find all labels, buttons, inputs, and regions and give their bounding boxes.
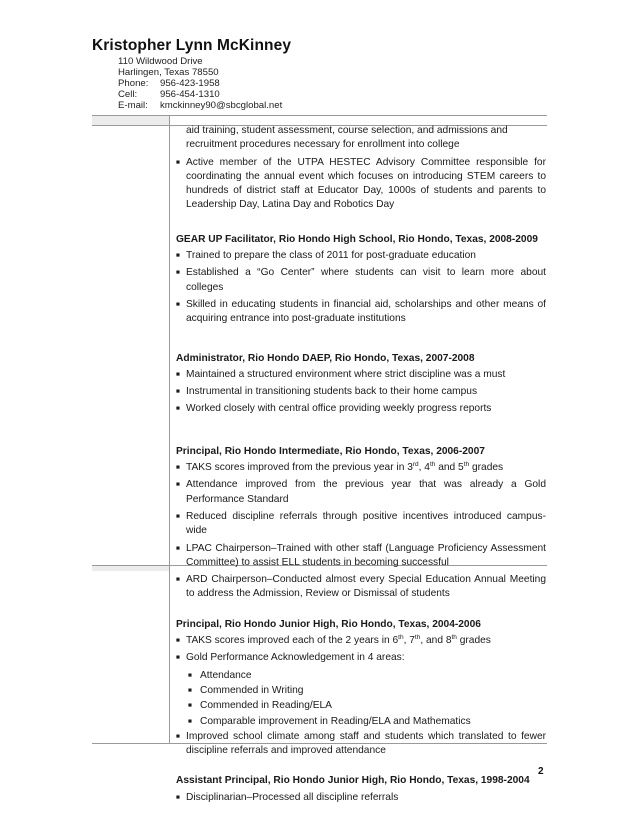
resume-name: Kristopher Lynn McKinney — [92, 37, 292, 54]
job-title-assistant-principal: Assistant Principal, Rio Hondo Junior High, Rio Hondo, Texas, 1998-2004 — [176, 775, 530, 787]
ordinal-suffix: th — [429, 461, 436, 469]
bullet-daep-3: ■ Worked closely with central office providing weekly progress reports — [176, 402, 546, 416]
address-line-2: Harlingen, Texas 78550 — [118, 67, 219, 78]
email-label: E-mail: — [118, 100, 148, 111]
sub-bullet-writing: ■ Commended in Writing — [176, 684, 546, 698]
bullet-asst-1: ■ Disciplinarian–Processed all discipline referrals — [176, 791, 546, 805]
sub-bullet-attendance: ■ Attendance — [176, 669, 546, 683]
text-part: , 4 — [418, 462, 430, 474]
sub-bullet-reading: ■ Commended in Reading/ELA — [176, 699, 546, 713]
bullet-daep-2: ■ Instrumental in transitioning students back to their home campus — [176, 385, 546, 399]
bullet-junior-2: ■ Gold Performance Acknowledgement in 4 areas: — [176, 651, 546, 665]
ordinal-suffix: th — [414, 634, 421, 642]
ordinal-suffix: rd — [412, 461, 419, 469]
phone-label: Phone: — [118, 78, 149, 89]
continued-line-1: aid training, student assessment, course selection, and admissions and — [186, 125, 508, 136]
bullet-junior-3: ■ Improved school climate among staff and students which translated to fewer discipline referrals and improved attendance — [176, 730, 546, 759]
job-title-intermediate: Principal, Rio Hondo Intermediate, Rio Hondo, Texas, 2006-2007 — [176, 445, 485, 457]
cell-value: 956-454-1310 — [160, 89, 220, 100]
bullet-gearup-2: ■ Established a “Go Center” where students can visit to learn more about colleges — [176, 266, 546, 295]
text-part: grades — [456, 635, 491, 647]
bullet-gearup-3: ■ Skilled in educating students in financial aid, scholarships and other means of acquiring entrance into post-graduate institutions — [176, 298, 546, 327]
text-part: TAKS scores improved each of the 2 years in 6 — [186, 635, 399, 647]
email-value: kmckinney90@sbcglobal.net — [160, 100, 283, 111]
bullet-inter-2: ■ Attendance improved from the previous year that was already a Gold Performance Standard — [176, 478, 546, 507]
section-bar-top — [92, 116, 169, 125]
bullet-junior-1 — [176, 634, 546, 648]
ordinal-suffix: th — [451, 634, 457, 642]
text-part: and 5 — [435, 462, 464, 474]
job-title-junior-high: Principal, Rio Hondo Junior High, Rio Hondo, Texas, 2004-2006 — [176, 618, 481, 630]
experience-content — [176, 124, 546, 808]
divider-top — [92, 115, 547, 116]
bullet-inter-3: ■ Reduced discipline referrals through positive incentives introduced campus-wide — [176, 510, 546, 539]
email-line — [118, 100, 282, 111]
text-part: , and 8 — [420, 635, 452, 647]
bullet-inter-5: ■ ARD Chairperson–Conducted almost every Special Education Annual Meeting to address the Admission, Review or Dismissal of students — [176, 573, 546, 602]
text-part: TAKS scores improved from the previous year in 3 — [186, 462, 413, 474]
text-part: grades — [469, 462, 504, 474]
bullet-gearup-1: ■ Trained to prepare the class of 2011 for post-graduate education — [176, 249, 546, 263]
phone-value: 956-423-1958 — [160, 78, 220, 89]
bullet-hestec: ■ Active member of the UTPA HESTEC Advisory Committee responsible for coordinating the annual event which focuses on introducing STEM careers to hundreds of district staff at Educator Day, 1000s of students and parents to Leadership Day, Latina Day and Robotics Day — [176, 156, 546, 213]
job-title-gearup: GEAR UP Facilitator, Rio Hondo High School, Rio Hondo, Texas, 2008-2009 — [176, 233, 538, 245]
address-line-1: 110 Wildwood Drive — [118, 56, 203, 67]
page-number: 2 — [538, 766, 544, 777]
bullet-inter-1 — [176, 461, 546, 475]
sub-bullet-comparable: ■ Comparable improvement in Reading/ELA and Mathematics — [176, 715, 546, 729]
bullet-daep-1: ■ Maintained a structured environment where strict discipline was a must — [176, 368, 546, 382]
ordinal-suffix: th — [398, 634, 404, 642]
phone-line — [118, 78, 220, 89]
bullet-inter-4: ■ LPAC Chairperson–Trained with other staff (Language Proficiency Assessment Committee) to assist ELL students in becoming successful — [176, 542, 546, 571]
text-part: , 7 — [403, 635, 415, 647]
continued-line-2: recruitment procedures necessary for enrollment into college — [186, 139, 460, 151]
cell-label: Cell: — [118, 89, 138, 100]
job-title-daep: Administrator, Rio Hondo DAEP, Rio Hondo, Texas, 2007-2008 — [176, 352, 475, 364]
cell-line — [118, 89, 220, 100]
column-divider — [169, 115, 170, 744]
ordinal-suffix: th — [463, 461, 470, 469]
